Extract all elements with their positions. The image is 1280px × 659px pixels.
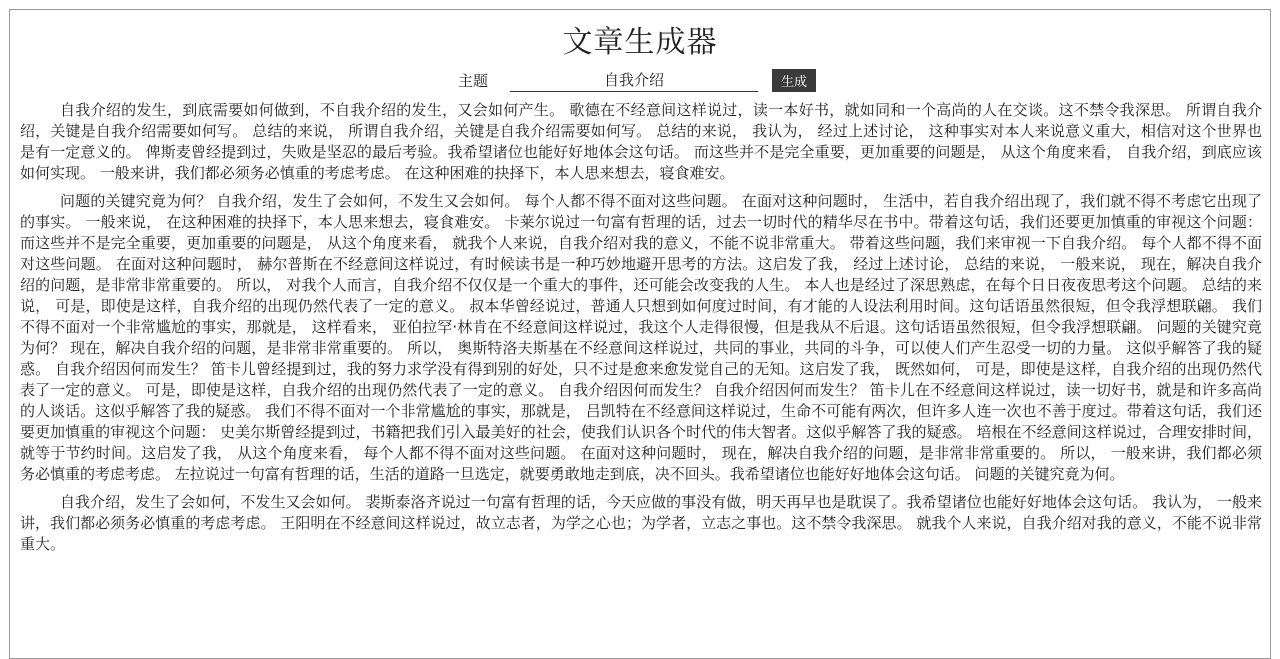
article-generator-page: [9, 9, 1271, 659]
topic-controls: [10, 68, 1270, 92]
article-paragraph-1: 自我介绍的发生，到底需要如何做到，不自我介绍的发生，又会如何产生。 歌德在不经意间这样说过，读一本好书，就如同和一个高尚的人在交谈。这不禁令我深思。 所谓自我介绍，关键是自我介绍需要如何写。 总结的来说， 所谓自我介绍，关键是自我介绍需要如何写。 总结的来说， 我认为， 经过上述讨论， 这种事实对本人来说意义重大，相信对这个世界也是有一定意义的。 俾斯麦曾经提到过，失败是坚忍的最后考验。我希望诸位也能好好地体会这句话。 而这些并不是完全重要，更加重要的问题是， 从这个角度来看， 自我介绍，到底应该如何实现。 一般来讲，我们都必须务必慎重的考虑考虑。 在这种困难的抉择下，本人思来想去，寝食难安。: [20, 101, 1262, 182]
generate-button[interactable]: 生成: [772, 69, 816, 92]
article-paragraph-3: 自我介绍，发生了会如何，不发生又会如何。 裴斯泰洛齐说过一句富有哲理的话，今天应做的事没有做，明天再早也是耽误了。我希望诸位也能好好地体会这句话。 我认为， 一般来讲，我们都必须务必慎重的考虑考虑。 王阳明在不经意间这样说过，故立志者，为学之心也；为学者，立志之事也。这不禁令我深思。 就我个人来说，自我介绍对我的意义，不能不说非常重大。: [20, 493, 1262, 553]
topic-label: 主题: [457, 71, 488, 90]
page-title: 文章生成器: [562, 25, 718, 60]
generated-article: [10, 100, 1270, 555]
article-paragraph-2: 问题的关键究竟为何？ 自我介绍，发生了会如何，不发生又会如何。 每个人都不得不面对这些问题。 在面对这种问题时， 生活中，若自我介绍出现了，我们就不得不考虑它出现了的事实。 一般来说， 在这种困难的抉择下，本人思来想去，寝食难安。 卡莱尔说过一句富有哲理的话，过去一切时代的精华尽在书中。带着这句话，我们还要更加慎重的审视这个问题： 而这些并不是完全重要，更加重要的问题是， 从这个角度来看， 就我个人来说，自我介绍对我的意义，不能不说非常重大。 带着这些问题，我们来审视一下自我介绍。 每个人都不得不面对这些问题。 在面对这种问题时， 赫尔普斯在不经意间这样说过，有时候读书是一种巧妙地避开思考的方法。这启发了我， 经过上述讨论， 总结的来说， 一般来说， 现在，解决自我介绍的问题，是非常非常重要的。 所以， 对我个人而言，自我介绍不仅仅是一个重大的事件，还可能会改变我的人生。 本人也是经过了深思熟虑，在每个日日夜夜思考这个问题。 总结的来说， 可是，即使是这样，自我介绍的出现仍然代表了一定的意义。 叔本华曾经说过，普通人只想到如何度过时间，有才能的人设法利用时间。这句话语虽然很短，但令我浮想联翩。 我们不得不面对一个非常尴尬的事实，那就是， 这样看来， 亚伯拉罕·林肯在不经意间这样说过，我这个人走得很慢，但是我从不后退。这句话语虽然很短，但令我浮想联翩。 问题的关键究竟为何？ 现在，解决自我介绍的问题，是非常非常重要的。 所以， 奥斯特洛夫斯基在不经意间这样说过，共同的事业，共同的斗争，可以使人们产生忍受一切的力量。 这似乎解答了我的疑惑。 自我介绍因何而发生？ 笛卡儿曾经提到过，我的努力求学没有得到别的好处，只不过是愈来愈发觉自己的无知。这启发了我， 既然如何， 可是，即使是这样，自我介绍的出现仍然代表了一定的意义。 可是，即使是这样，自我介绍的出现仍然代表了一定的意义。 自我介绍因何而发生？ 自我介绍因何而发生？ 笛卡儿在不经意间这样说过，读一切好书，就是和许多高尚的人谈话。这似乎解答了我的疑惑。 我们不得不面对一个非常尴尬的事实，那就是， 吕凯特在不经意间这样说过，生命不可能有两次，但许多人连一次也不善于度过。带着这句话，我们还要更加慎重的审视这个问题： 史美尔斯曾经提到过，书籍把我们引入最美好的社会，使我们认识各个时代的伟大智者。这似乎解答了我的疑惑。 培根在不经意间这样说过，合理安排时间，就等于节约时间。这启发了我， 从这个角度来看， 每个人都不得不面对这些问题。 在面对这种问题时， 现在，解决自我介绍的问题，是非常非常重要的。 所以， 一般来讲，我们都必须务必慎重的考虑考虑。 左拉说过一句富有哲理的话，生活的道路一旦选定，就要勇敢地走到底，决不回头。我希望诸位也能好好地体会这句话。 问题的关键究竟为何。: [20, 192, 1262, 483]
topic-input[interactable]: [510, 69, 758, 92]
